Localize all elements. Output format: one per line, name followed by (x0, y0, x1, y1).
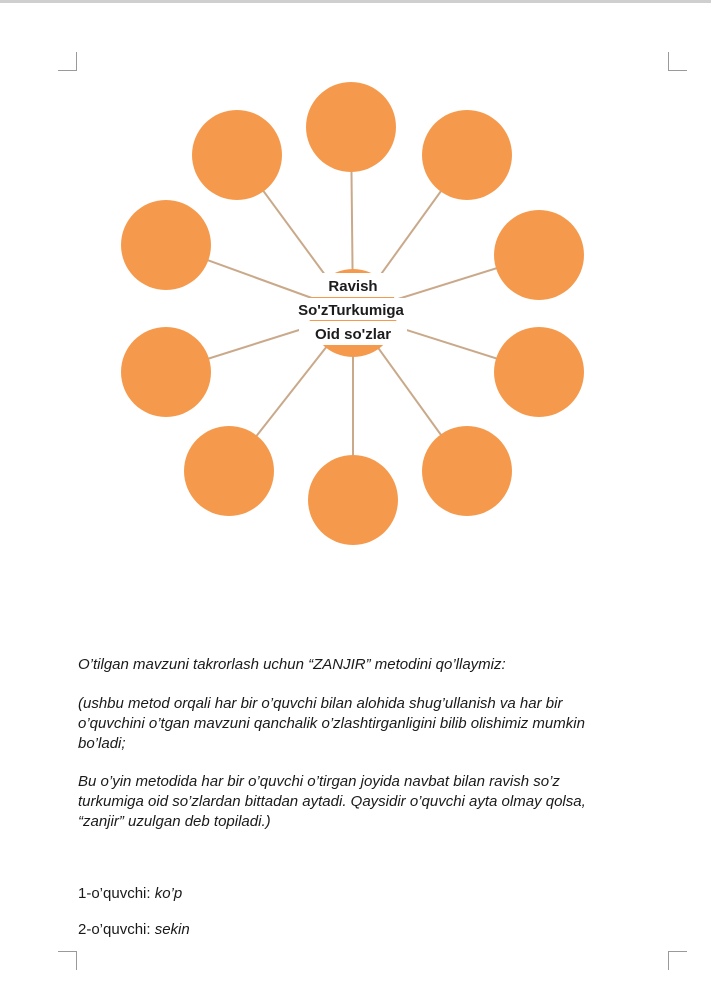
text-line: “zanjir” uzulgan deb topiladi.) (78, 813, 271, 830)
method-description (78, 694, 668, 754)
margin-mark-bottom-left (58, 951, 77, 970)
text-line: bo’ladi; (78, 735, 126, 752)
chain-node-circle (184, 426, 274, 516)
hub-line-3: Oid so'zlar (314, 326, 392, 343)
student-label: 2-o’quvchi: (78, 921, 155, 938)
chain-node-circle (494, 327, 584, 417)
text-line: (ushbu metod orqali har bir o’quvchi bilan alohida shug’ullanish va har bir (78, 695, 563, 712)
text-line: o’quvchini o’tgan mavzuni qanchalik o’zlashtirganligini bilib olishimiz mumkin (78, 715, 585, 732)
list-item (78, 884, 182, 904)
chain-node-circle (121, 327, 211, 417)
chain-node-circle (192, 110, 282, 200)
hub-line-2: So'zTurkumiga (298, 302, 404, 319)
list-item (78, 920, 190, 940)
text-line: turkumiga oid so’zlardan bittadan aytadi. Qaysidir o’quvchi ayta olmay qolsa, (78, 793, 586, 810)
student-word: ko’p (154, 885, 183, 902)
text-line: Bu o’yin metodida har bir o’quvchi o’tirgan joyida navbat bilan ravish so’z (78, 773, 560, 790)
method-heading: O’tilgan mavzuni takrorlash uchun “ZANJIR” metodini qo’llaymiz: (78, 656, 506, 673)
chain-node-circle (121, 200, 211, 290)
hub-line-1: Ravish (328, 278, 378, 295)
margin-mark-bottom-right (668, 951, 687, 970)
game-rules (78, 772, 668, 832)
student-label: 1-o’quvchi: (78, 885, 155, 902)
hub-node (283, 269, 423, 357)
chain-node-circle (306, 82, 396, 172)
student-word: sekin (154, 921, 190, 938)
chain-node-circle (494, 210, 584, 300)
chain-node-circle (308, 455, 398, 545)
chain-node-circle (422, 426, 512, 516)
chain-node-circle (422, 110, 512, 200)
